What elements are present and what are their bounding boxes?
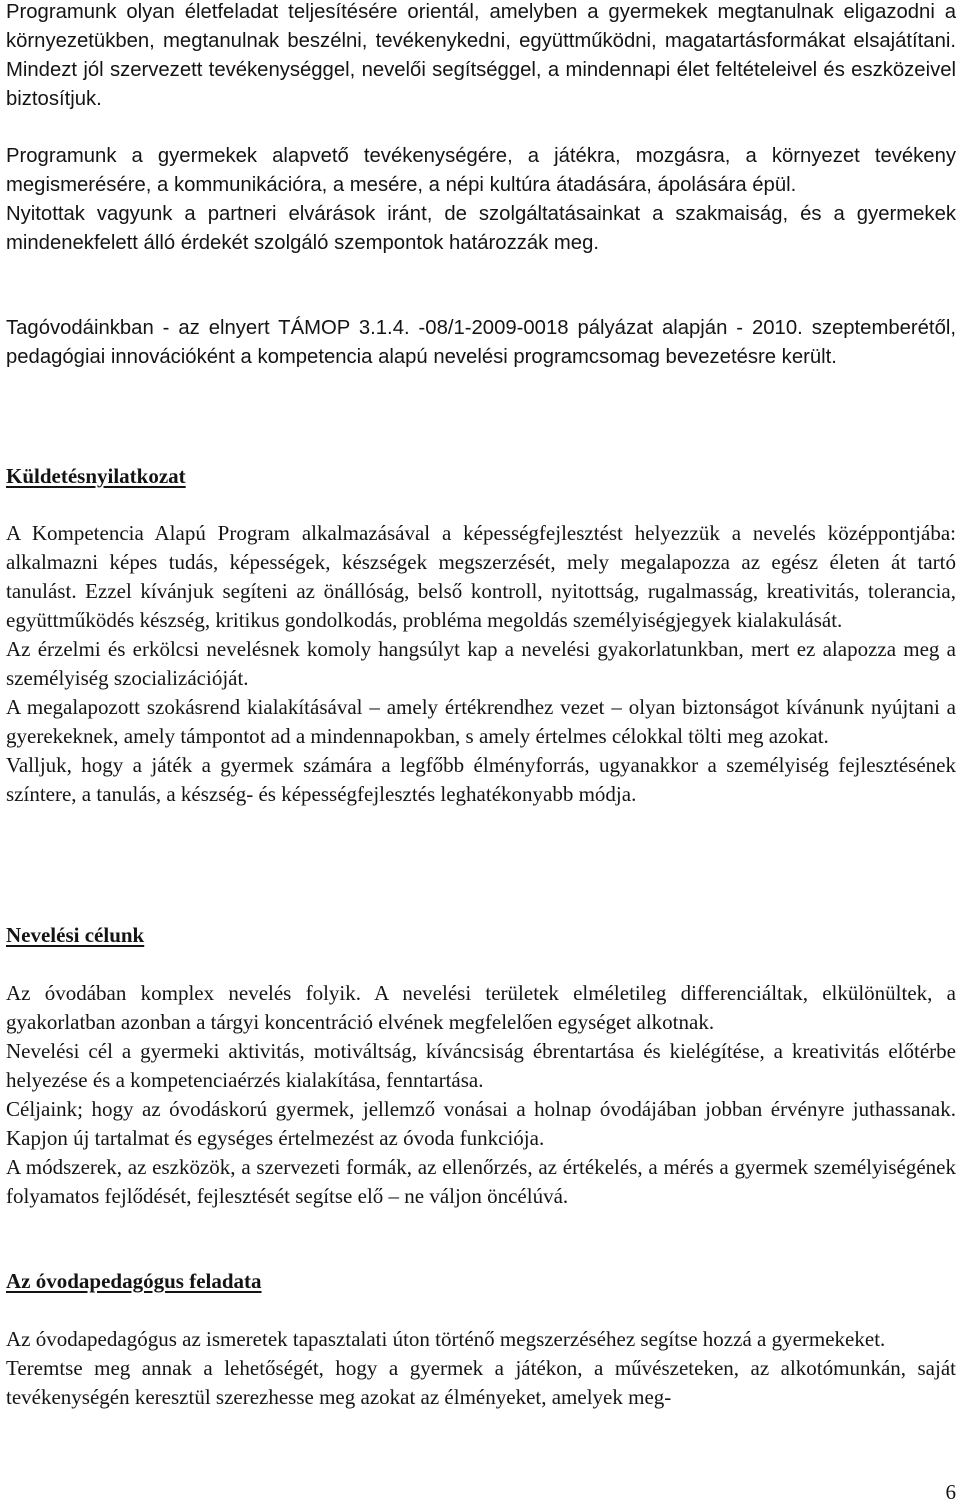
goal-paragraph: Nevelési cél a gyermeki aktivitás, motiváltság, kíváncsiság ébrentartása és kielégítése, a kreativitás előtérbe helyezése és a kompetenciaérzés kialakítása, fenntartása. <box>6 1039 956 1092</box>
mission-section <box>6 519 956 809</box>
intro-paragraph-3 <box>6 314 956 372</box>
mission-paragraph: A megalapozott szokásrend kialakításával – amely értékrendhez vezet – olyan biztonságot kívánunk nyújtani a gyerekeknek, amely támpontot ad a mindennapokban, s amely értelmes célokkal tölti meg azokat. <box>6 695 956 748</box>
teacher-section <box>6 1325 956 1412</box>
intro-text: Programunk olyan életfeladat teljesítésére orientál, amelyben a gyermekek megtanulnak eligazodni a környezetükben, megtanulnak beszélni, tevékenykedni, együttműködni, magatartásformákat elsajátítani. Mindezt jól szervezett tevékenységgel, nevelői segítséggel, a mindennapi élet feltételeivel és eszközeivel biztosítjuk. <box>6 1 956 110</box>
mission-paragraph: Valljuk, hogy a játék a gyermek számára a legfőbb élményforrás, ugyanakkor a személyiség fejlesztésének színtere, a tanulás, a készség- és képességfejlesztés leghatékonyabb módja. <box>6 753 956 806</box>
intro-text: Tagóvodáinkban - az elnyert TÁMOP 3.1.4. -08/1-2009-0018 pályázat alapján - 2010. szeptemberétől, pedagógiai innovációként a kompetencia alapú nevelési programcsomag bevezetésre került. <box>6 317 956 368</box>
goal-paragraph: A módszerek, az eszközök, a szervezeti formák, az ellenőrzés, az értékelés, a mérés a gyermek személyiségének folyamatos fejlődését, fejlesztését segítse elő – ne váljon öncélúvá. <box>6 1155 956 1208</box>
mission-heading: Küldetésnyilatkozat <box>6 464 186 488</box>
mission-paragraph: Az érzelmi és erkölcsi nevelésnek komoly hangsúlyt kap a nevelési gyakorlatunkban, mert ez alapozza meg a személyiség szocializációját. <box>6 637 956 690</box>
intro-paragraph-1 <box>6 0 956 114</box>
page-number: 6 <box>945 1480 956 1504</box>
intro-text: Nyitottak vagyunk a partneri elvárások iránt, de szolgáltatásainkat a szakmaiság, és a gyermekek mindenekfelett álló érdekét szolgáló szempontok határozzák meg. <box>6 203 956 254</box>
intro-text: Programunk a gyermekek alapvető tevékenységére, a játékra, mozgásra, a környezet tevékeny megismerésére, a kommunikációra, a mesére, a népi kultúra átadására, ápolására épül. <box>6 145 956 196</box>
goal-heading: Nevelési célunk <box>6 923 145 947</box>
goal-section <box>6 979 956 1211</box>
teacher-heading: Az óvodapedagógus feladata <box>6 1269 262 1293</box>
mission-paragraph: A Kompetencia Alapú Program alkalmazásával a képességfejlesztést helyezzük a nevelés középpontjába: alkalmazni képes tudás, képességek, készségek megszerzését, mely megalapozza az egész életen át tartó tanulást. Ezzel kívánjuk segíteni az önállóság, belső kontroll, nyitottság, rugalmasság, kreativitás, tolerancia, együttműködés készség, kritikus gondolkodás, probléma megoldás személyiségjegyek kialakulását. <box>6 521 956 632</box>
teacher-paragraph: Az óvodapedagógus az ismeretek tapasztalati úton történő megszerzéséhez segítse hozzá a gyermekeket. <box>6 1327 886 1351</box>
teacher-paragraph: Teremtse meg annak a lehetőségét, hogy a gyermek a játékon, a művészeteken, az alkotómunkán, saját tevékenységén keresztül szerezhesse meg azokat az élményeket, amelyek meg- <box>6 1356 956 1409</box>
intro-paragraph-2 <box>6 142 956 258</box>
goal-paragraph: Az óvodában komplex nevelés folyik. A nevelési területek elméletileg differenciáltak, elkülönültek, a gyakorlatban azonban a tárgyi koncentráció elvének megfelelően egységet alkotnak. <box>6 981 956 1034</box>
goal-paragraph: Céljaink; hogy az óvodáskorú gyermek, jellemző vonásai a holnap óvodájában jobban érvényre juthassanak. Kapjon új tartalmat és egységes értelmezést az óvoda funkciója. <box>6 1097 956 1150</box>
